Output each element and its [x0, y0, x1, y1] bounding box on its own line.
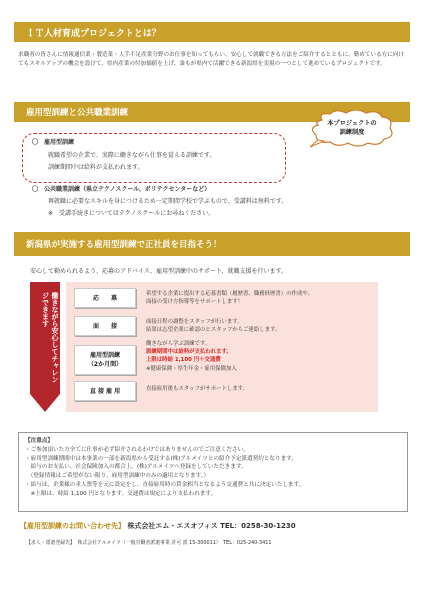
support-lead-text: 安心して勤められるよう、応募のアドバイス、雇用型訓練中のサポート、就職支援を行います。: [30, 268, 287, 275]
note-line: ・雇用型訓練期間中は本事業の一部を新潟県から受託する(株)アルメイツとの紹介予定派遣契約となります。: [25, 455, 297, 462]
step-apply: [74, 288, 136, 308]
step-direct-hire-desc: [146, 385, 372, 393]
section-header-it-project: [14, 22, 410, 42]
wage-highlight: 訓練期間中は給料が支払われます。: [146, 349, 232, 356]
contact-label: 【雇用型訓練のお問い合わせ先】: [20, 522, 125, 530]
notes-title: 【注意点】: [25, 438, 53, 444]
note-line: ・ご参加頂いた方全てに仕事が必ず紹介されるわけではありませんのでご注意ください。: [25, 446, 249, 453]
speech-bubble: [308, 110, 396, 148]
step-desc-line: 面接の受け方指導等をサポートします！: [146, 299, 244, 306]
step-label: 応 募: [92, 294, 117, 302]
section-title: ＩＴ人材育成プロジェクトとは？: [26, 28, 161, 39]
note-line: ・給与は、企業様の求人票等を元に設定をし、直接雇用時の賃金相当となるよう交通費と共に決定いたします。: [25, 481, 305, 488]
step-interview-desc: [146, 318, 372, 334]
contact-company: 株式会社エム・エスオフィス: [127, 522, 218, 530]
option-public-training-title: 〇 公共職業訓練（県立テクノスクール、ポリテクセンターなど）: [32, 186, 211, 193]
speech-line: 本プロジェクトの: [327, 120, 377, 127]
step-desc-line: 働きながら学ぶ訓練です。: [146, 341, 211, 347]
step-desc-line: ※健康保険・厚生年金・雇用保険加入: [146, 365, 237, 372]
step-interview: [74, 316, 136, 336]
option-public-training-desc: 再就職に必要なスキルを身につけるため一定期間学校で学ぶもので、受講料は無料です。: [48, 198, 288, 205]
option-public-training-note: ※ 受講手続きについてはテクノスクールにお尋ねください。: [48, 210, 215, 217]
step-label: 直 接 雇 用: [89, 387, 121, 395]
step-direct-hire: [74, 381, 136, 401]
step-apply-desc: [146, 290, 372, 306]
option-employment-training-title: 〇 雇用型訓練: [32, 139, 75, 146]
option-employment-training-desc: 就職希望の企業で、実際に働きながら仕事を覚える訓練です。: [48, 152, 216, 159]
step-desc-line: 面接日程の調整をスタッフが行います。: [146, 319, 243, 325]
step-label: 雇用型訓練: [89, 352, 120, 359]
dispatch-contact-line: 【求人・派遣登録先】 株式会社アルメイツ（一般労働者派遣事業 許可 派 15-300011） TEL：025-240-3411: [26, 540, 272, 546]
contact-tel: TEL：0258-30-1230: [220, 522, 296, 530]
step-sublabel: （2か月間）: [87, 361, 123, 368]
step-desc-line: 希望する企業に提出する応募書類（履歴書、職務経歴書）の作成や、: [146, 291, 314, 297]
note-line: ※上限は、時給 1,100 円となります。交通費は規定により支払われます。: [25, 490, 217, 497]
step-employment-training: [74, 345, 136, 375]
note-line: （登録情報はご希望がない限り、雇用型訓練中のみの適用となります。）: [25, 473, 210, 480]
step-desc-line: 結果は志望企業に確認のとスタッフからご連絡します。: [146, 327, 281, 334]
arrow-caption: 働きながら安心してチャレンジできます: [41, 292, 59, 383]
wage-highlight: 上限は時給 1,100 円＋交通費: [146, 357, 221, 364]
note-line: 給与のお支払い、社会保険加入の都合上、(株)アルメイツへ登録をしていただきます。: [25, 464, 247, 471]
contact-line: [20, 521, 410, 531]
step-desc-line: 直接雇用後もスタッフがサポートします。: [146, 386, 248, 392]
section-title: 雇用型訓練と公共職業訓練: [26, 108, 129, 118]
option-employment-training-desc: 訓練期間中は給料が支払われます。: [48, 164, 144, 171]
notes-box: [18, 432, 408, 512]
speech-line: 訓練制度: [339, 129, 365, 136]
step-employment-training-desc: [146, 340, 372, 373]
intro-paragraph: 求職者の皆さんに情報通信業・製造業・人手不足産業分野のお仕事を知ってもらい、安心して就職できる方法をご紹介するとともに、勤めている方に向けてもスキルアップの機会を設けて、県内産業の付加価値を上げ、誰もが県内で活躍できる新潟県を実現の一つとして進めているプロジェクトです。: [18, 52, 404, 68]
section-header-full-time: [14, 232, 410, 256]
step-label: 面 接: [92, 322, 117, 330]
section-title: 新潟県が実施する雇用型訓練で正社員を目指そう！: [26, 240, 222, 250]
speech-text: [308, 119, 396, 137]
